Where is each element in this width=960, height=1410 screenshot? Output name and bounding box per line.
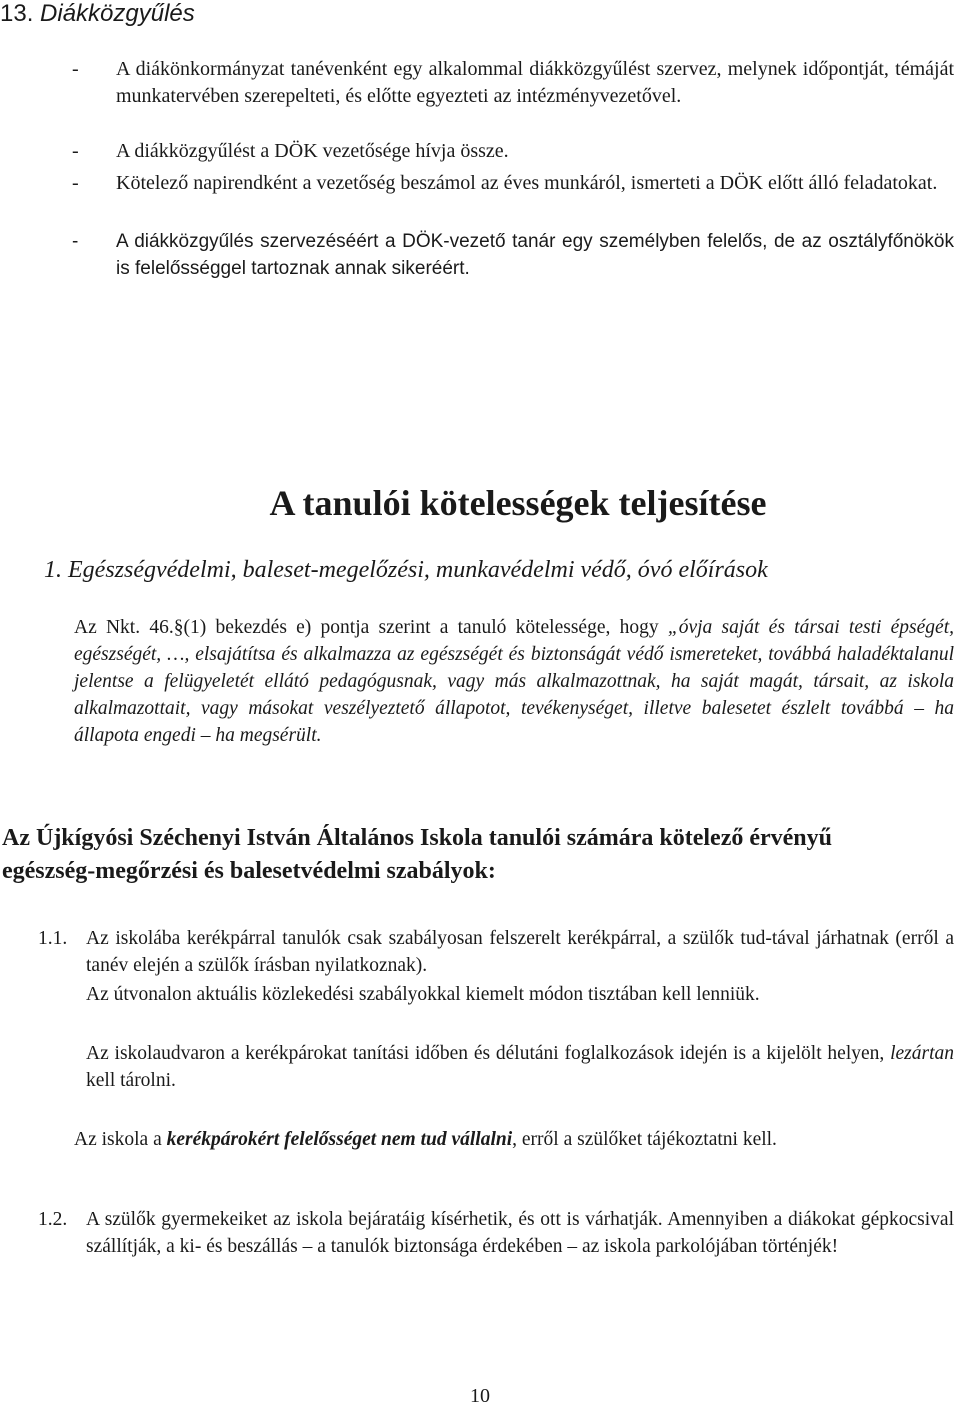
- section-heading-13: [0, 0, 195, 28]
- page-number: 10: [470, 1385, 490, 1407]
- list-item-text: Kötelező napirendként a vezetőség beszámol az éves munkáról, ismerteti a DÖK előtt álló feladatokat.: [116, 172, 938, 194]
- subsection-number: 1.: [44, 557, 62, 583]
- law-paragraph: [74, 614, 954, 749]
- rule-text-part: Az iskola a: [74, 1129, 167, 1150]
- rule-text-part: , erről a szülőket tájékoztatni kell.: [512, 1129, 777, 1150]
- rule-item: [38, 1206, 954, 1260]
- section-number: 13.: [0, 0, 34, 27]
- list-dash: -: [72, 231, 79, 252]
- section-sign: §: [173, 617, 184, 638]
- list-item: [72, 228, 954, 282]
- rule-emphasis: lezártan: [890, 1043, 954, 1064]
- rule-paragraph: [74, 1126, 954, 1153]
- subsection-heading: [44, 554, 768, 586]
- law-quote: „óvja saját és társai testi épségét, egészségét, …, elsajátítsa és alkalmazza az egészségét és biztonságát védő ismereteket, továbbá haladéktalanul jelentse a felügyeletét ellátó pedagógusnak, vagy más alkalmazottnak, ha saját magát, társait, az iskola alkalmazottait, vagy másokat veszélyeztető állapotot, tevékenységet, illetve balesetet észlelt továbbá – ha állapota engedi – ha megsérült.: [74, 617, 954, 746]
- rule-text-part: Az iskolaudvaron a kerékpárokat tanítási időben és délutáni foglalkozások idején is a kijelölt helyen,: [86, 1043, 891, 1064]
- list-item-text: A diákközgyűlést a DÖK vezetősége hívja össze.: [116, 140, 509, 162]
- subsection-title: Egészségvédelmi, baleset-megelőzési, munkavédelmi védő, óvó előírások: [68, 557, 768, 583]
- list-item-text: A diákközgyűlés szervezéséért a DÖK-vezető tanár egy személyben felelős, de az osztályfőnökök is felelősséggel tartoznak annak sikeréért.: [116, 231, 954, 279]
- law-ref: Az Nkt. 46.: [74, 617, 174, 638]
- list-dash: -: [72, 58, 79, 80]
- rules-heading: Az Újkígyósi Széchenyi István Általános Iskola tanulói számára kötelező érvényű egészség-megőrzési és balesetvédelmi szabályok:: [2, 825, 832, 884]
- list-item-text: A diákönkormányzat tanévenként egy alkalommal diákközgyűlést szervez, melynek időpontját, témáját munkatervében szerepelteti, és előtte egyezteti az intézményvezetővel.: [116, 58, 954, 107]
- list-item: [72, 56, 954, 110]
- rule-text: A szülők gyermekeiket az iskola bejáratáig kísérhetik, és ott is várhatják. Amennyiben a diákokat gépkocsival szállítják, a ki- és beszállás – a tanulók biztonsága érdekében – az iskola parkolójában történjék!: [86, 1209, 954, 1257]
- list-dash: -: [72, 140, 79, 162]
- rule-number: 1.2.: [38, 1209, 68, 1230]
- main-title: A tanulói kötelességek teljesítése: [269, 483, 767, 523]
- rule-text: Az iskolába kerékpárral tanulók csak szabályosan felszerelt kerékpárral, a szülők tud-tával járhatnak (erről a tanév elején a szülők írásban nyilatkoznak).: [86, 928, 954, 976]
- list-dash: -: [72, 172, 79, 194]
- rule-paragraph: [86, 1040, 954, 1094]
- law-text: (1) bekezdés e) pontja szerint a tanuló kötelessége, hogy: [183, 617, 668, 638]
- rule-item: [38, 925, 954, 979]
- rule-number: 1.1.: [38, 928, 68, 949]
- list-item: [72, 170, 954, 197]
- list-item: [72, 138, 954, 165]
- section-title: Diákközgyűlés: [40, 0, 195, 27]
- rule-paragraph: Az útvonalon aktuális közlekedési szabályokkal kiemelt módon tisztában kell lenniük.: [86, 984, 760, 1005]
- rule-text-part: kell tárolni.: [86, 1070, 176, 1091]
- rule-emphasis: kerékpárokért felelősséget nem tud vállalni: [166, 1129, 513, 1150]
